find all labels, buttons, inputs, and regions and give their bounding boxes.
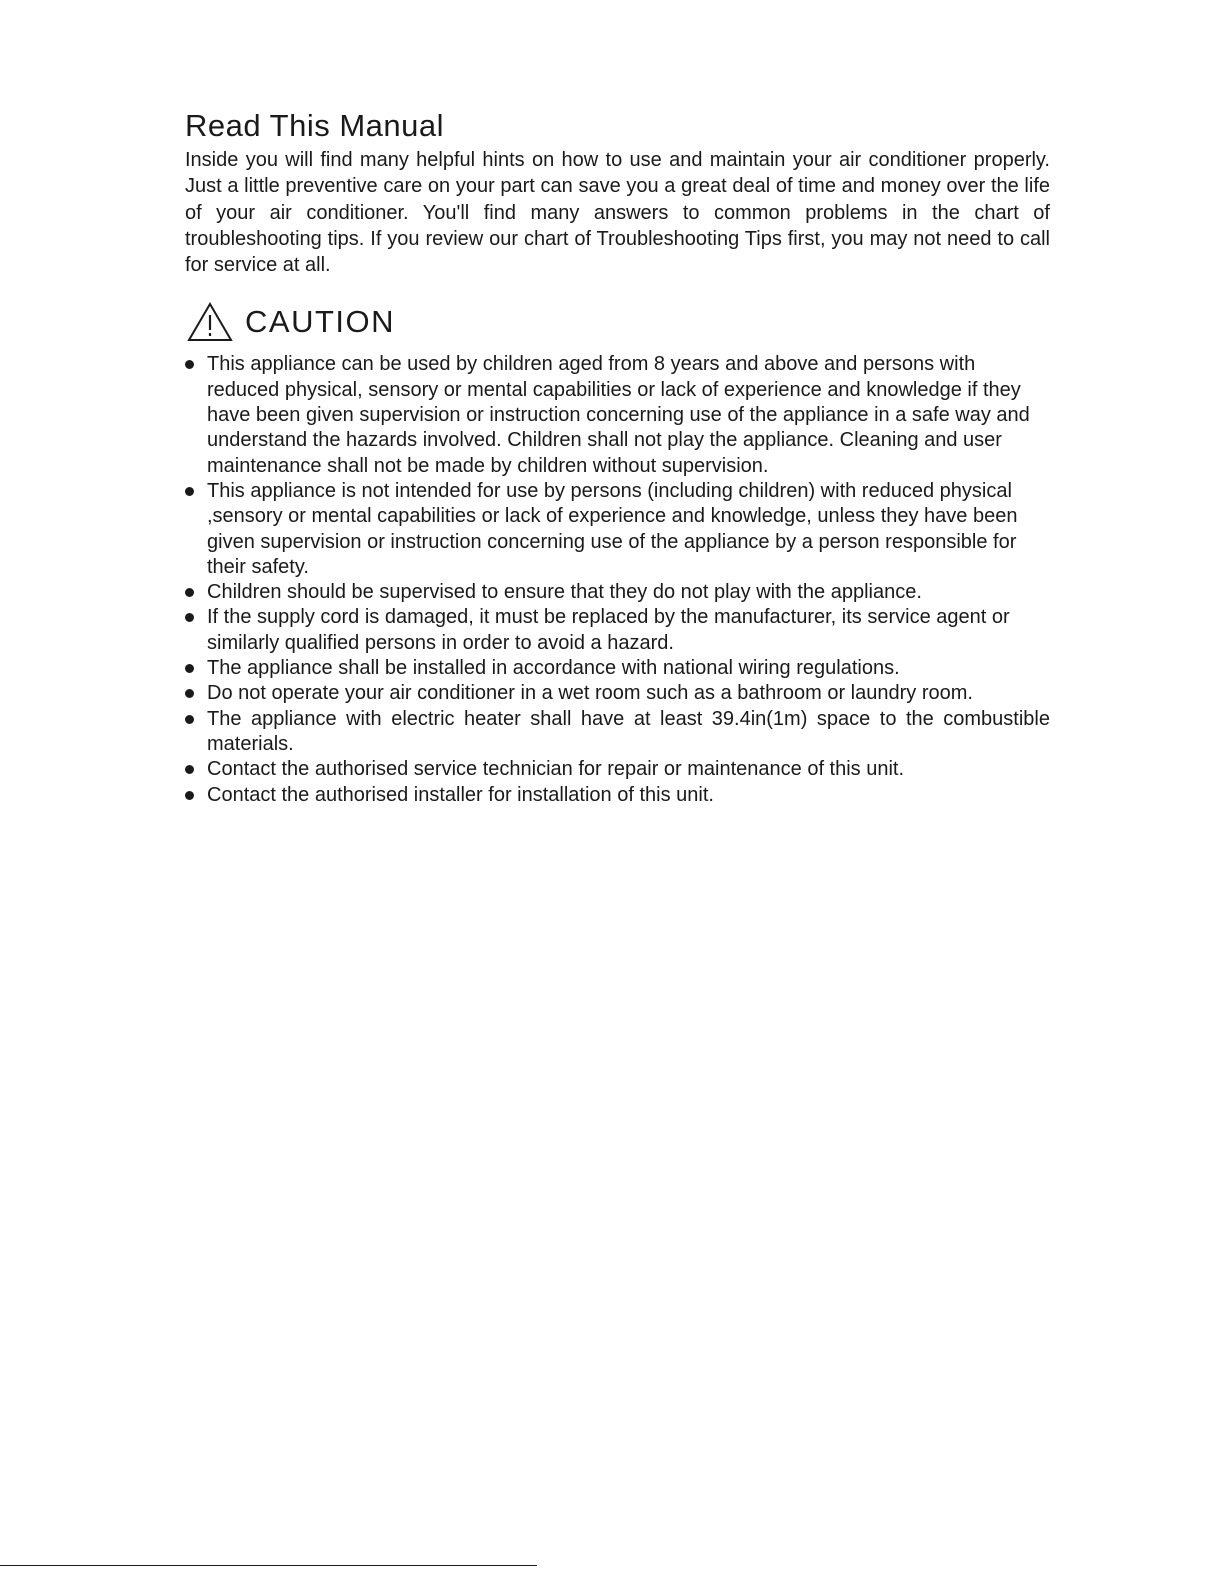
list-item	[185, 656, 1050, 681]
list-item-text: The appliance with electric heater shall have at least 39.4in(1m) space to the combustible materials.	[207, 707, 1050, 755]
bullet-icon	[185, 487, 194, 496]
bullet-icon	[185, 689, 194, 698]
list-item-text: This appliance is not intended for use by persons (including children) with reduced physical ,sensory or mental capabilities or lack of experience and knowledge, unless they have been given supervision or instruction concerning use of the appliance by a person responsible for their safety.	[207, 479, 1018, 578]
manual-page	[185, 108, 1050, 808]
footer-divider	[0, 1565, 537, 1566]
bullet-icon	[185, 613, 194, 622]
list-item-text: This appliance can be used by children aged from 8 years and above and persons with reduced physical, sensory or mental capabilities or lack of experience and knowledge if they have been given supervision or instruction concerning use of the appliance in a safe way and understand the hazards involved. Children shall not play the appliance. Cleaning and user maintenance shall not be made by children without supervision.	[207, 353, 1030, 477]
list-item	[185, 605, 1050, 656]
list-item	[185, 707, 1050, 758]
list-item	[185, 352, 1050, 478]
bullet-icon	[185, 664, 194, 673]
intro-paragraph: Inside you will find many helpful hints on how to use and maintain your air conditioner properly. Just a little preventive care on your part can save you a great deal of time and money over the life of your air conditioner. You'll find many answers to common problems in the chart of troubleshooting tips. If you review our chart of Troubleshooting Tips first, you may not need to call for service at all.	[185, 149, 1050, 277]
bullet-icon	[185, 588, 194, 597]
list-item-text: The appliance shall be installed in accordance with national wiring regulations.	[207, 657, 900, 680]
caution-list	[185, 352, 1050, 807]
list-item-text: Do not operate your air conditioner in a wet room such as a bathroom or laundry room.	[207, 682, 973, 705]
list-item-text: If the supply cord is damaged, it must be replaced by the manufacturer, its service agent or similarly qualified persons in order to avoid a hazard.	[207, 606, 1010, 654]
list-item-text: Contact the authorised service technician for repair or maintenance of this unit.	[207, 758, 905, 781]
bullet-icon	[185, 715, 194, 724]
bullet-icon	[185, 791, 194, 800]
list-item	[185, 479, 1050, 580]
bullet-icon	[185, 765, 194, 774]
list-item	[185, 681, 1050, 706]
list-item-text: Contact the authorised installer for installation of this unit.	[207, 783, 714, 806]
page-title: Read This Manual	[185, 108, 445, 143]
warning-triangle-icon	[187, 302, 233, 342]
caution-title: CAUTION	[245, 304, 395, 340]
list-item-text: Children should be supervised to ensure that they do not play with the appliance.	[207, 581, 922, 604]
bullet-icon	[185, 360, 194, 369]
list-item	[185, 757, 1050, 782]
caution-header	[185, 300, 1050, 344]
list-item	[185, 580, 1050, 605]
list-item	[185, 783, 1050, 808]
